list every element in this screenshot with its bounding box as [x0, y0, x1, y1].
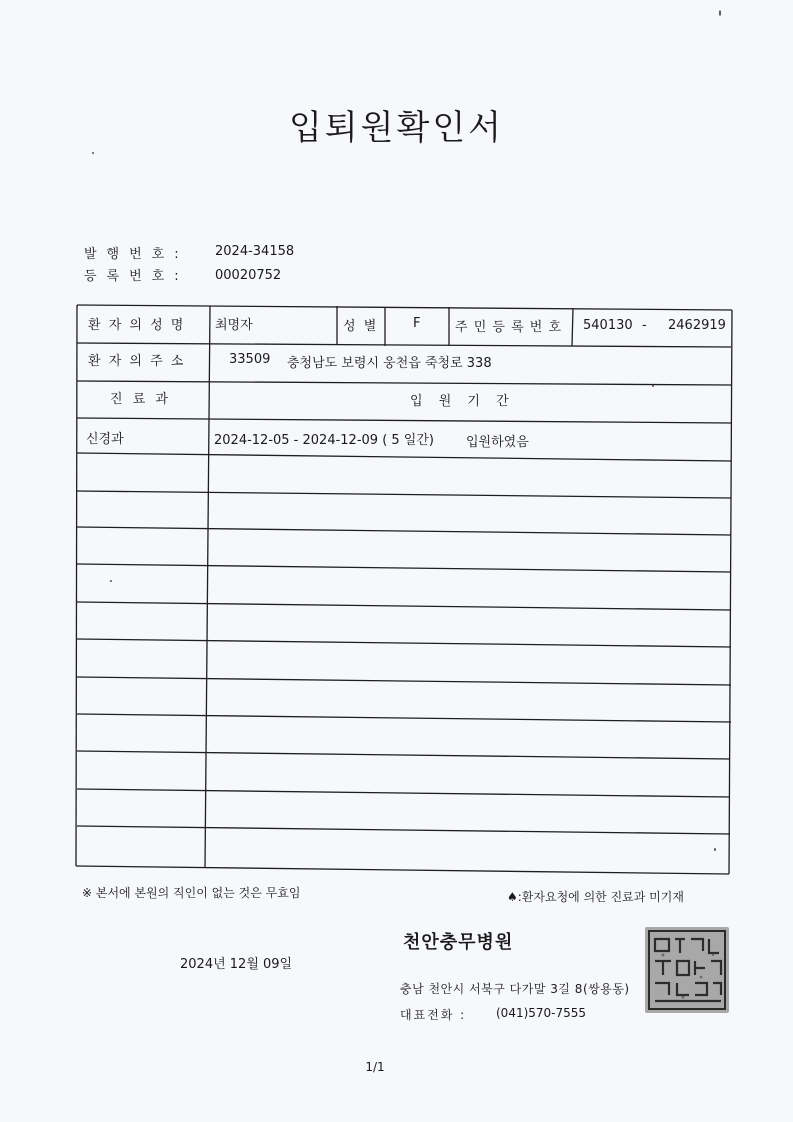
patient-address-label: 환 자 의 주 소	[88, 354, 186, 369]
phone-number: (041)570-7555	[496, 1006, 587, 1020]
admission-period-header: 입 원 기 간	[410, 394, 515, 409]
validity-notice: ※ 본서에 본원의 직인이 없는 것은 무효임	[82, 886, 301, 900]
admission-period-value: 2024-12-05 - 2024-12-09 ( 5 일간)	[214, 433, 434, 448]
scan-speck	[110, 580, 112, 582]
rrn-front: 540130	[583, 318, 633, 333]
patient-name-label: 환 자 의 성 명	[88, 318, 186, 333]
patient-address: 충청남도 보령시 웅천읍 죽청로 338	[287, 356, 492, 371]
phone-label: 대표전화 :	[400, 1008, 467, 1022]
document-title: 입퇴원확인서	[288, 108, 505, 148]
rrn-back: 2462919	[668, 318, 726, 333]
registration-number-label: 등록번호:	[84, 269, 189, 284]
department-omission-notice: ♠:환자요청에 의한 진료과 미기재	[507, 890, 684, 904]
department-header: 진 료 과	[110, 392, 171, 407]
page-number: 1/1	[365, 1060, 385, 1074]
admission-status: 입원하였음	[466, 435, 529, 450]
registration-number: 00020752	[215, 268, 282, 283]
scan-speck	[714, 848, 716, 851]
patient-name: 최명자	[215, 318, 253, 333]
department-value: 신경과	[86, 432, 124, 447]
issue-number: 2024-34158	[215, 244, 295, 259]
scan-speck	[719, 10, 721, 16]
issue-number-label: 발행번호:	[84, 247, 189, 262]
scan-speck	[652, 385, 654, 387]
issue-date: 2024년 12월 09일	[180, 957, 293, 972]
scan-speck	[92, 152, 94, 154]
hospital-address: 충남 천안시 서북구 다가말 3길 8(쌍용동)	[400, 982, 630, 996]
postal-code: 33509	[229, 352, 271, 367]
hospital-name: 천안충무병원	[403, 932, 514, 953]
hospital-seal	[643, 925, 731, 1015]
rrn-label: 주 민 등 록 번 호	[455, 320, 563, 335]
rrn-dash: -	[642, 318, 647, 333]
gender-value: F	[413, 316, 421, 331]
gender-label: 성 별	[343, 319, 379, 334]
